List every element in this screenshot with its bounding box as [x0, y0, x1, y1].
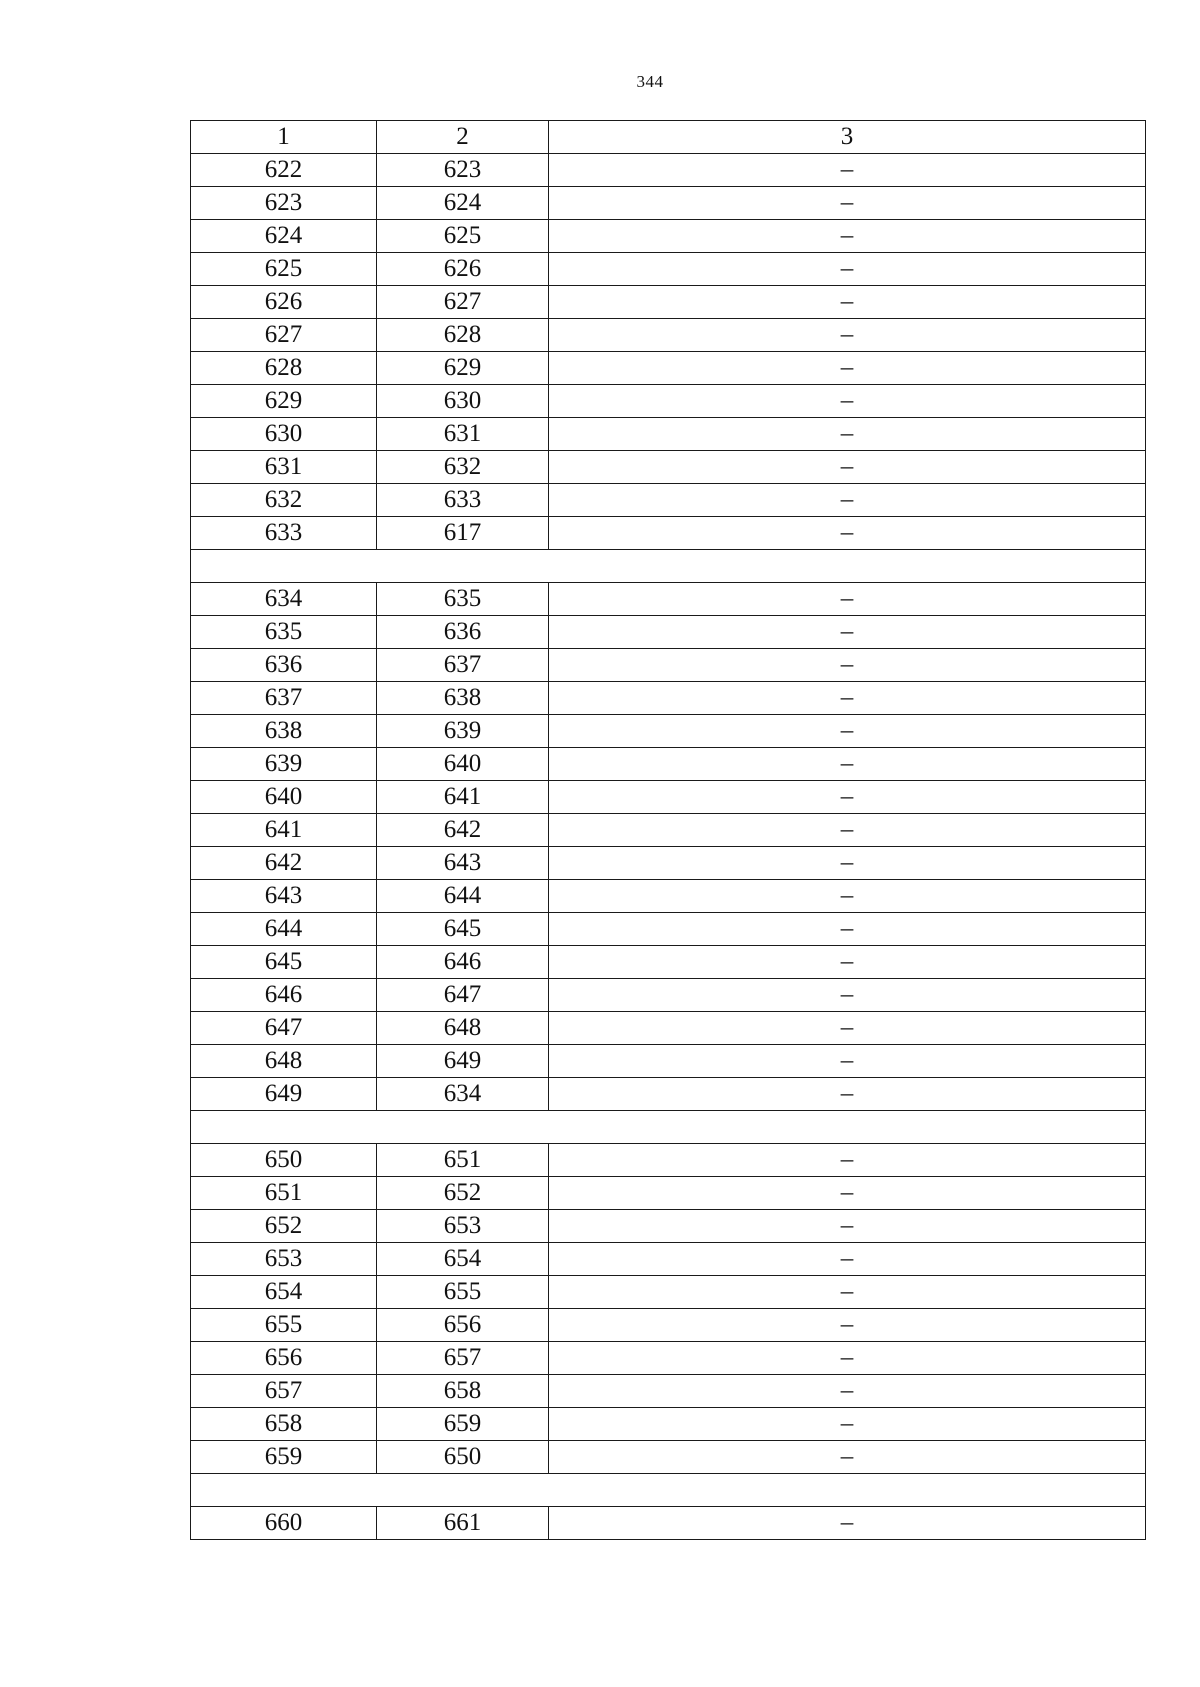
table-row: [191, 154, 1146, 187]
table-row: [191, 1078, 1146, 1111]
table-cell-col-3: –: [549, 649, 1146, 682]
table-cell-col-3: –: [549, 1045, 1146, 1078]
table-cell-col-1: 637: [191, 682, 377, 715]
table-cell-col-1: 657: [191, 1375, 377, 1408]
table-cell-col-3: –: [549, 814, 1146, 847]
table-cell-col-2: 649: [377, 1045, 549, 1078]
table-row: [191, 385, 1146, 418]
table-cell-col-3: –: [549, 946, 1146, 979]
table-cell-col-1: 625: [191, 253, 377, 286]
table-row: [191, 253, 1146, 286]
table-cell-col-3: –: [549, 748, 1146, 781]
table-row: [191, 1012, 1146, 1045]
table-cell-col-1: 638: [191, 715, 377, 748]
table-cell-col-3: –: [549, 1507, 1146, 1540]
table-cell-col-1: 652: [191, 1210, 377, 1243]
table-cell-col-2: 647: [377, 979, 549, 1012]
table-row: [191, 286, 1146, 319]
table-cell-col-2: 636: [377, 616, 549, 649]
table-row: [191, 451, 1146, 484]
table-cell-col-1: 649: [191, 1078, 377, 1111]
table-cell-col-2: 661: [377, 1507, 549, 1540]
table-row: [191, 517, 1146, 550]
table-cell-col-3: –: [549, 715, 1146, 748]
table-cell-col-1: 656: [191, 1342, 377, 1375]
table-row: [191, 1375, 1146, 1408]
table-cell-col-3: –: [549, 517, 1146, 550]
table-row: [191, 1309, 1146, 1342]
table-row: [191, 616, 1146, 649]
table-cell-col-2: 624: [377, 187, 549, 220]
table-cell-col-1: 660: [191, 1507, 377, 1540]
table-cell-col-3: –: [549, 583, 1146, 616]
table-cell-col-2: 657: [377, 1342, 549, 1375]
table-cell-col-2: 635: [377, 583, 549, 616]
table-cell-col-2: 627: [377, 286, 549, 319]
table-cell-col-1: 622: [191, 154, 377, 187]
table-row: [191, 1408, 1146, 1441]
table-cell-col-2: 642: [377, 814, 549, 847]
table-cell-col-2: 634: [377, 1078, 549, 1111]
table-cell-col-2: 648: [377, 1012, 549, 1045]
table-cell-col-2: 654: [377, 1243, 549, 1276]
table-cell-col-2: 638: [377, 682, 549, 715]
table-cell-col-3: –: [549, 913, 1146, 946]
table-cell-col-2: 629: [377, 352, 549, 385]
table-cell-col-2: 653: [377, 1210, 549, 1243]
group-separator-row: [191, 1474, 1146, 1507]
table-cell-col-3: –: [549, 286, 1146, 319]
table-cell-col-3: –: [549, 1375, 1146, 1408]
table-cell-col-2: 645: [377, 913, 549, 946]
table-cell-col-2: 651: [377, 1144, 549, 1177]
table-cell-col-1: 639: [191, 748, 377, 781]
table-cell-col-3: –: [549, 1309, 1146, 1342]
table-row: [191, 1441, 1146, 1474]
column-header-1: 1: [191, 121, 377, 154]
table-row: [191, 1210, 1146, 1243]
table-cell-col-3: –: [549, 781, 1146, 814]
table-cell-col-2: 617: [377, 517, 549, 550]
table-cell-col-2: 656: [377, 1309, 549, 1342]
table-cell-col-3: –: [549, 484, 1146, 517]
table-cell-col-3: –: [549, 385, 1146, 418]
table-row: [191, 319, 1146, 352]
table-cell-col-3: –: [549, 1210, 1146, 1243]
table-cell-col-2: 633: [377, 484, 549, 517]
table-row: [191, 1144, 1146, 1177]
table-cell-col-1: 636: [191, 649, 377, 682]
table-cell-col-3: –: [549, 1342, 1146, 1375]
table-row: [191, 748, 1146, 781]
table-cell-col-3: –: [549, 1408, 1146, 1441]
table-cell-col-2: 630: [377, 385, 549, 418]
table-row: [191, 781, 1146, 814]
table-row: [191, 1045, 1146, 1078]
table-cell-col-2: 650: [377, 1441, 549, 1474]
group-separator-row: [191, 1111, 1146, 1144]
table-row: [191, 418, 1146, 451]
table-cell-col-3: –: [549, 1441, 1146, 1474]
table-cell-col-2: 626: [377, 253, 549, 286]
table-cell-col-2: 639: [377, 715, 549, 748]
table-cell-col-2: 655: [377, 1276, 549, 1309]
table-cell-col-3: –: [549, 253, 1146, 286]
table-header-row: [191, 121, 1146, 154]
table-cell-col-3: –: [549, 451, 1146, 484]
table-cell-col-3: –: [549, 418, 1146, 451]
table-row: [191, 814, 1146, 847]
table-cell-col-2: 652: [377, 1177, 549, 1210]
table-row: [191, 715, 1146, 748]
table-cell-col-1: 654: [191, 1276, 377, 1309]
table-row: [191, 352, 1146, 385]
table-cell-col-2: 644: [377, 880, 549, 913]
group-separator-cell: [191, 1111, 1146, 1144]
table-row: [191, 979, 1146, 1012]
table-cell-col-1: 629: [191, 385, 377, 418]
table-row: [191, 187, 1146, 220]
table-cell-col-1: 643: [191, 880, 377, 913]
table-row: [191, 1276, 1146, 1309]
table-cell-col-2: 641: [377, 781, 549, 814]
table-cell-col-1: 635: [191, 616, 377, 649]
group-separator-cell: [191, 550, 1146, 583]
table-row: [191, 649, 1146, 682]
table-cell-col-1: 646: [191, 979, 377, 1012]
table-cell-col-1: 624: [191, 220, 377, 253]
table-cell-col-3: –: [549, 880, 1146, 913]
group-separator-row: [191, 550, 1146, 583]
table-cell-col-1: 659: [191, 1441, 377, 1474]
table-cell-col-1: 645: [191, 946, 377, 979]
table-cell-col-2: 637: [377, 649, 549, 682]
table-cell-col-1: 642: [191, 847, 377, 880]
table-cell-col-2: 632: [377, 451, 549, 484]
column-header-3: 3: [549, 121, 1146, 154]
table-cell-col-1: 628: [191, 352, 377, 385]
table-cell-col-1: 641: [191, 814, 377, 847]
table-row: [191, 913, 1146, 946]
table-row: [191, 847, 1146, 880]
table-cell-col-3: –: [549, 1276, 1146, 1309]
table-cell-col-1: 648: [191, 1045, 377, 1078]
table-cell-col-3: –: [549, 1243, 1146, 1276]
table-cell-col-1: 626: [191, 286, 377, 319]
table-cell-col-2: 646: [377, 946, 549, 979]
table-cell-col-2: 640: [377, 748, 549, 781]
table-cell-col-2: 658: [377, 1375, 549, 1408]
page-number: 344: [636, 72, 664, 91]
table-cell-col-3: –: [549, 847, 1146, 880]
table-cell-col-1: 644: [191, 913, 377, 946]
table-cell-col-1: 651: [191, 1177, 377, 1210]
table-body: [191, 154, 1146, 1540]
table-cell-col-2: 659: [377, 1408, 549, 1441]
table-row: [191, 1342, 1146, 1375]
table-cell-col-3: –: [549, 1012, 1146, 1045]
table-cell-col-1: 623: [191, 187, 377, 220]
table-cell-col-1: 633: [191, 517, 377, 550]
table-row: [191, 1507, 1146, 1540]
table-cell-col-3: –: [549, 1177, 1146, 1210]
table-cell-col-1: 658: [191, 1408, 377, 1441]
table-cell-col-3: –: [549, 1144, 1146, 1177]
table-cell-col-1: 627: [191, 319, 377, 352]
table-cell-col-2: 643: [377, 847, 549, 880]
column-header-2: 2: [377, 121, 549, 154]
table-cell-col-1: 653: [191, 1243, 377, 1276]
table-cell-col-3: –: [549, 319, 1146, 352]
table-cell-col-3: –: [549, 616, 1146, 649]
table-cell-col-3: –: [549, 187, 1146, 220]
table-cell-col-1: 634: [191, 583, 377, 616]
table-cell-col-3: –: [549, 979, 1146, 1012]
table-cell-col-2: 625: [377, 220, 549, 253]
table-cell-col-2: 628: [377, 319, 549, 352]
table-cell-col-3: –: [549, 154, 1146, 187]
table-cell-col-1: 632: [191, 484, 377, 517]
table-row: [191, 484, 1146, 517]
table-cell-col-3: –: [549, 352, 1146, 385]
table-row: [191, 880, 1146, 913]
table-cell-col-1: 647: [191, 1012, 377, 1045]
table-cell-col-2: 631: [377, 418, 549, 451]
table-cell-col-1: 650: [191, 1144, 377, 1177]
table-row: [191, 1177, 1146, 1210]
table-row: [191, 682, 1146, 715]
table-row: [191, 1243, 1146, 1276]
table-row: [191, 583, 1146, 616]
table-cell-col-1: 630: [191, 418, 377, 451]
table-cell-col-3: –: [549, 682, 1146, 715]
group-separator-cell: [191, 1474, 1146, 1507]
table-cell-col-2: 623: [377, 154, 549, 187]
table-cell-col-1: 640: [191, 781, 377, 814]
table-cell-col-1: 631: [191, 451, 377, 484]
data-table: [190, 120, 1146, 1540]
table-cell-col-3: –: [549, 220, 1146, 253]
table-row: [191, 220, 1146, 253]
table-row: [191, 946, 1146, 979]
table-cell-col-3: –: [549, 1078, 1146, 1111]
table-cell-col-1: 655: [191, 1309, 377, 1342]
